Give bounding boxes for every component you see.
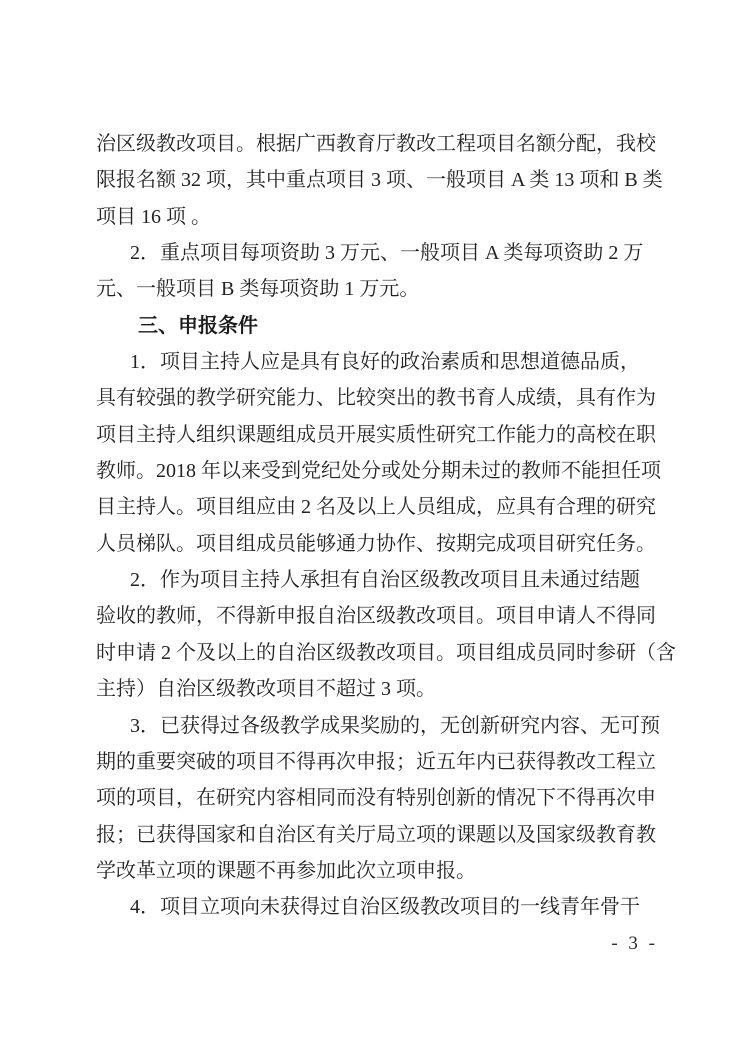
list-item-3: 3．已获得过各级教学成果奖励的，无创新研究内容、无可预 — [130, 714, 660, 737]
text-line: 项的项目，在研究内容相同而没有特别创新的情况下不得再次申 — [96, 787, 656, 810]
text-line: 学改革立项的课题不再参加此次立项申报。 — [96, 859, 476, 882]
text-line: 验收的教师，不得新申报自治区级教改项目。项目申请人不得同 — [96, 605, 656, 628]
text-line: 主持）自治区级教改项目不超过 3 项。 — [96, 678, 436, 701]
text-line: 限报名额 32 项，其中重点项目 3 项、一般项目 A 类 13 项和 B 类 — [96, 169, 663, 192]
document-body — [96, 126, 676, 926]
text-line: 具有较强的教学研究能力、比较突出的教书育人成绩，具有作为 — [96, 387, 656, 410]
text-line: 目主持人。项目组应由 2 名及以上人员组成，应具有合理的研究 — [96, 496, 656, 519]
section-heading: 三、申报条件 — [138, 314, 258, 337]
text-line: 期的重要突破的项目不得再次申报；近五年内已获得教改工程立 — [96, 750, 656, 773]
text-line: 教师。2018 年以来受到党纪处分或处分期未过的教师不能担任项 — [96, 460, 661, 483]
text-line: 项目主持人组织课题组成员开展实质性研究工作能力的高校在职 — [96, 423, 656, 446]
text-line: 项目 16 项 。 — [96, 205, 211, 228]
list-item-2: 2．重点项目每项资助 3 万元、一般项目 A 类每项资助 2 万 — [130, 242, 644, 265]
text-line: 报；已获得国家和自治区有关厅局立项的课题以及国家级教育教 — [96, 823, 656, 846]
text-line: 时申请 2 个及以上的自治区级教改项目。项目组成员同时参研（含 — [96, 641, 676, 664]
list-item-1: 1．项目主持人应是具有良好的政治素质和思想道德品质， — [130, 351, 640, 374]
text-line: 元、一般项目 B 类每项资助 1 万元。 — [96, 278, 420, 301]
page-number: - 3 - — [611, 933, 658, 954]
text-line: 人员梯队。项目组成员能够通力协作、按期完成项目研究任务。 — [96, 532, 656, 555]
list-item-2b: 2．作为项目主持人承担有自治区级教改项目且未通过结题 — [130, 569, 640, 592]
text-line: 治区级教改项目。根据广西教育厅教改工程项目名额分配，我校 — [96, 133, 656, 155]
list-item-4: 4．项目立项向未获得过自治区级教改项目的一线青年骨干 — [130, 896, 640, 919]
